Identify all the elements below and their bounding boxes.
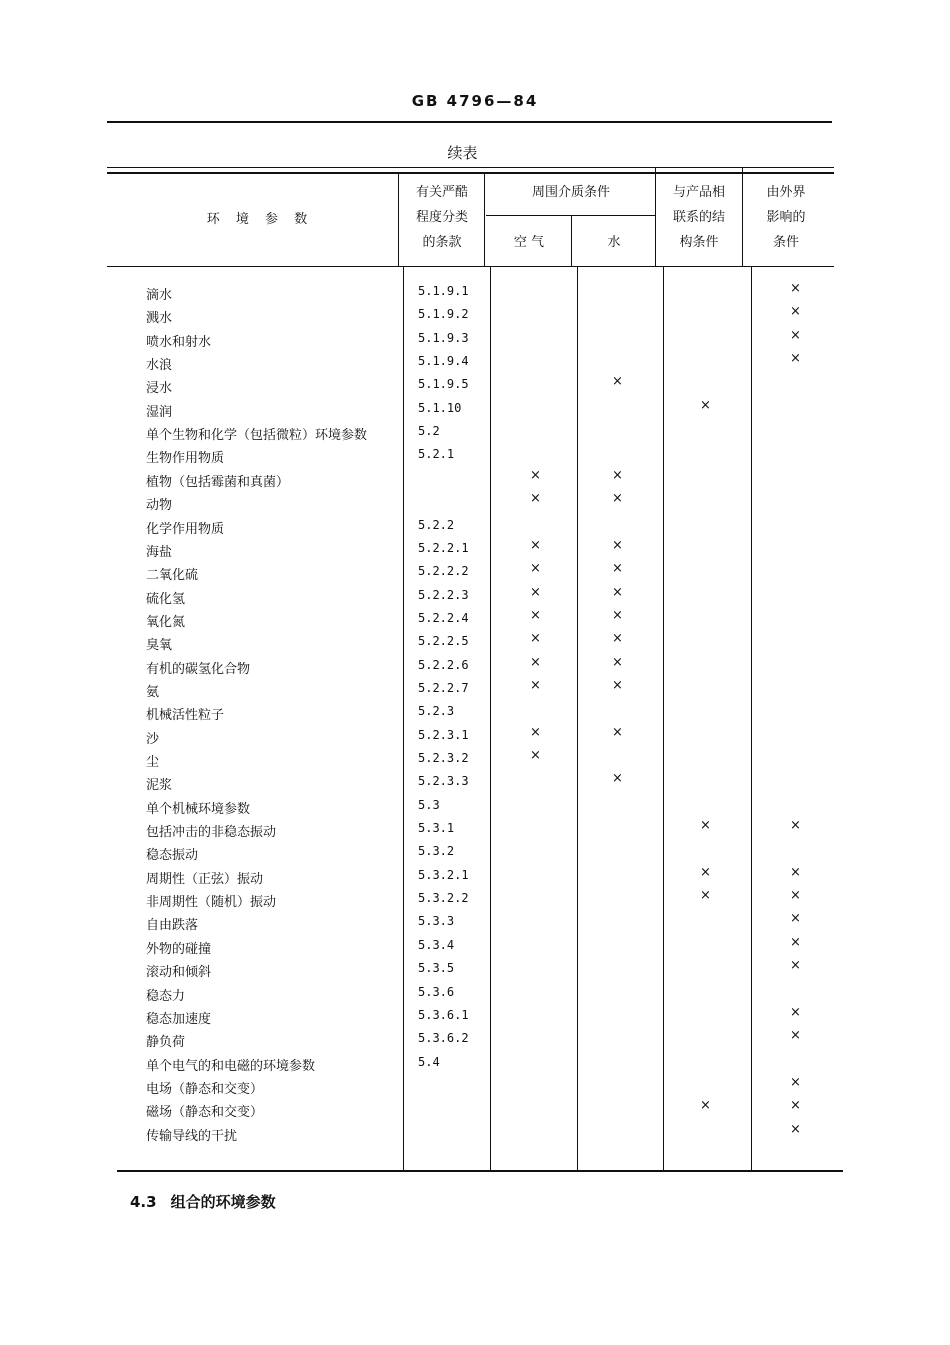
parameter-name: 二氧化硫	[146, 568, 199, 584]
parameter-name: 有机的碳氢化合物	[146, 661, 251, 677]
table-row	[0, 327, 950, 354]
severity-clause: 5.2.3.1	[418, 727, 469, 742]
external-mark: ×	[790, 864, 801, 880]
parameter-name: 机械活性粒子	[146, 708, 225, 724]
parameter-name: 稳态力	[146, 988, 186, 1004]
air-mark: ×	[530, 748, 541, 763]
severity-clause: 5.3.2.2	[418, 891, 469, 906]
table-row	[0, 374, 950, 400]
external-mark: ×	[790, 1121, 801, 1137]
table-row	[0, 631, 950, 657]
severity-clause: 5.2.2	[418, 517, 455, 532]
water-mark: ×	[612, 584, 623, 600]
table-row	[0, 704, 950, 727]
air-mark: ×	[530, 607, 541, 623]
structural-mark: ×	[700, 864, 711, 880]
air-mark: ×	[530, 677, 541, 693]
parameter-name: 泥浆	[146, 778, 173, 794]
severity-clause: 5.3.3	[418, 914, 455, 929]
severity-clause: 5.2.1	[418, 447, 455, 462]
water-mark: ×	[612, 537, 623, 553]
table-row	[0, 424, 950, 447]
severity-clause: 5.3.6.2	[418, 1031, 469, 1046]
header-rule	[107, 121, 832, 123]
severity-clause: 5.3.2.1	[418, 867, 469, 882]
header-clause: 有关严酷 程度分类 的条款	[415, 185, 468, 250]
header-external-conditions: 由外界 影响的 条件	[766, 185, 806, 250]
severity-clause: 5.1.9.1	[418, 284, 469, 298]
structural-mark: ×	[700, 888, 711, 904]
external-mark: ×	[790, 911, 801, 927]
severity-clause: 5.2.2.6	[418, 657, 469, 672]
external-mark: ×	[790, 1098, 801, 1114]
parameter-name: 稳态振动	[146, 848, 199, 864]
water-mark: ×	[612, 771, 623, 787]
header-water: 水	[607, 235, 621, 250]
external-mark: ×	[790, 1074, 801, 1090]
severity-clause: 5.3.5	[418, 961, 455, 976]
external-mark: ×	[790, 888, 801, 904]
parameter-name: 浸水	[146, 381, 173, 397]
table-row	[0, 518, 950, 541]
table-row	[0, 351, 950, 377]
table-row	[0, 724, 950, 751]
section-heading	[130, 1191, 276, 1212]
severity-clause: 5.3.1	[418, 821, 455, 836]
table-row	[0, 491, 950, 517]
column-divider-clause	[398, 172, 399, 267]
table-row	[0, 934, 950, 961]
structural-mark: ×	[700, 1098, 711, 1114]
table-row	[0, 1098, 950, 1124]
parameter-name: 稳态加速度	[146, 1011, 212, 1027]
severity-clause: 5.2.2.7	[418, 680, 469, 695]
table-row	[0, 911, 950, 937]
severity-clause: 5.3	[418, 797, 440, 812]
external-mark: ×	[790, 818, 801, 834]
severity-clause: 5.2.2.3	[418, 587, 469, 602]
parameter-name: 包括冲击的非稳态振动	[146, 825, 277, 841]
table-row	[0, 748, 950, 774]
header-bottom-rule	[107, 266, 834, 267]
table-row	[0, 304, 950, 330]
table-row	[0, 1004, 950, 1031]
parameter-name: 单个机械环境参数	[146, 801, 251, 817]
severity-clause: 5.2.3.3	[418, 774, 469, 789]
severity-clause: 5.1.9.2	[418, 307, 469, 322]
water-mark: ×	[612, 631, 623, 647]
external-mark: ×	[790, 958, 801, 974]
external-mark: ×	[790, 327, 801, 343]
parameter-name: 沙	[146, 731, 160, 747]
document-code-header: GB 4796—84	[411, 92, 539, 110]
water-mark: ×	[612, 561, 623, 577]
air-mark: ×	[530, 724, 541, 740]
table-bottom-rule	[117, 1170, 843, 1172]
severity-clause: 5.1.9.3	[418, 330, 469, 345]
severity-clause: 5.3.2	[418, 844, 455, 859]
parameter-name: 滴水	[146, 288, 173, 303]
air-mark: ×	[530, 467, 541, 483]
parameter-name: 臭氧	[146, 638, 173, 654]
severity-clause: 5.2.2.1	[418, 540, 469, 555]
header-air: 空 气	[513, 235, 545, 250]
parameter-name: 生物作用物质	[146, 451, 225, 467]
parameter-name: 喷水和射水	[146, 334, 212, 350]
water-mark: ×	[612, 677, 623, 693]
air-mark: ×	[530, 584, 541, 600]
table-row	[0, 958, 950, 984]
parameter-name: 电场（静态和交变）	[146, 1081, 264, 1097]
external-mark: ×	[790, 281, 801, 296]
severity-clause: 5.2.2.5	[418, 634, 469, 649]
parameter-name: 自由跌落	[146, 918, 199, 934]
water-mark: ×	[612, 374, 623, 390]
parameter-name: 动物	[146, 498, 173, 514]
table-row	[0, 607, 950, 634]
parameter-name: 硫化氢	[146, 591, 186, 607]
table-row	[0, 561, 950, 587]
parameter-name: 单个生物和化学（包括微粒）环境参数	[146, 428, 368, 444]
severity-clause: 5.3.6	[418, 984, 455, 999]
section-title: 组合的环境参数	[170, 1193, 276, 1211]
water-mark: ×	[612, 654, 623, 670]
water-mark: ×	[612, 467, 623, 483]
parameter-name: 植物（包括霉菌和真菌）	[146, 474, 290, 490]
external-mark: ×	[790, 1004, 801, 1020]
severity-clause: 5.3.4	[418, 937, 455, 952]
table-row	[0, 985, 950, 1008]
table-row	[0, 1028, 950, 1054]
table-row	[0, 1121, 950, 1148]
water-mark: ×	[612, 724, 623, 740]
air-mark: ×	[530, 654, 541, 670]
severity-clause: 5.1.9.5	[418, 377, 469, 392]
parameter-name: 氧化氮	[146, 614, 186, 630]
external-mark: ×	[790, 351, 801, 367]
water-mark: ×	[612, 491, 623, 507]
parameter-name: 氨	[146, 684, 160, 700]
table-row	[0, 584, 950, 611]
parameter-name: 湿润	[146, 404, 173, 420]
parameter-name: 溅水	[146, 311, 173, 327]
table-row	[0, 447, 950, 470]
parameter-name: 化学作用物质	[146, 521, 225, 537]
structural-mark: ×	[700, 397, 711, 413]
table-caption: 续表	[447, 144, 478, 162]
severity-clause: 5.2	[418, 424, 440, 439]
table-row	[0, 467, 950, 494]
severity-clause: 5.3.6.1	[418, 1007, 469, 1022]
table-top-rule-bold	[107, 172, 834, 174]
severity-clause: 5.2.3	[418, 704, 455, 719]
table-top-rule	[107, 167, 834, 168]
severity-clause: 5.1.10	[418, 400, 462, 415]
air-mark: ×	[530, 631, 541, 647]
table-row	[0, 1074, 950, 1101]
parameter-name: 滚动和倾斜	[146, 965, 212, 981]
parameter-name: 非周期性（随机）振动	[146, 895, 277, 911]
table-row	[0, 798, 950, 821]
parameter-name: 海盐	[146, 544, 173, 560]
table-row	[0, 1055, 950, 1078]
parameter-name: 水浪	[146, 358, 173, 374]
table-row	[0, 864, 950, 891]
header-structural-conditions: 与产品相 联系的结 构条件	[672, 185, 725, 250]
header-parameter: 环 境 参 数	[206, 212, 314, 227]
table-row	[0, 771, 950, 797]
table-row	[0, 397, 950, 424]
parameter-name: 周期性（正弦）振动	[146, 871, 264, 887]
parameter-name: 传输导线的干扰	[146, 1128, 238, 1144]
section-number: 4.3	[130, 1193, 157, 1211]
structural-mark: ×	[700, 818, 711, 834]
air-mark: ×	[530, 537, 541, 553]
severity-clause: 5.2.2.4	[418, 610, 469, 625]
parameter-name: 外物的碰撞	[146, 941, 212, 957]
external-mark: ×	[790, 1028, 801, 1044]
air-mark: ×	[530, 491, 541, 507]
severity-clause: 5.1.9.4	[418, 354, 469, 369]
external-mark: ×	[790, 934, 801, 950]
column-divider-air	[484, 172, 485, 267]
table-row	[0, 818, 950, 844]
table-row	[0, 677, 950, 704]
header-surrounding-medium: 周围介质条件	[531, 185, 610, 200]
parameter-name: 静负荷	[146, 1035, 186, 1051]
table-row	[0, 888, 950, 914]
severity-clause: 5.2.3.2	[418, 751, 469, 765]
severity-clause: 5.2.2.2	[418, 564, 469, 579]
parameter-name: 尘	[146, 755, 160, 770]
severity-clause: 5.4	[418, 1054, 440, 1069]
parameter-name: 单个电气的和电磁的环境参数	[146, 1058, 316, 1074]
parameter-name: 磁场（静态和交变）	[146, 1105, 264, 1121]
air-mark: ×	[530, 561, 541, 577]
table-row	[0, 281, 950, 307]
table-row	[0, 537, 950, 564]
table-row	[0, 654, 950, 681]
table-row	[0, 844, 950, 867]
external-mark: ×	[790, 304, 801, 320]
water-mark: ×	[612, 607, 623, 623]
